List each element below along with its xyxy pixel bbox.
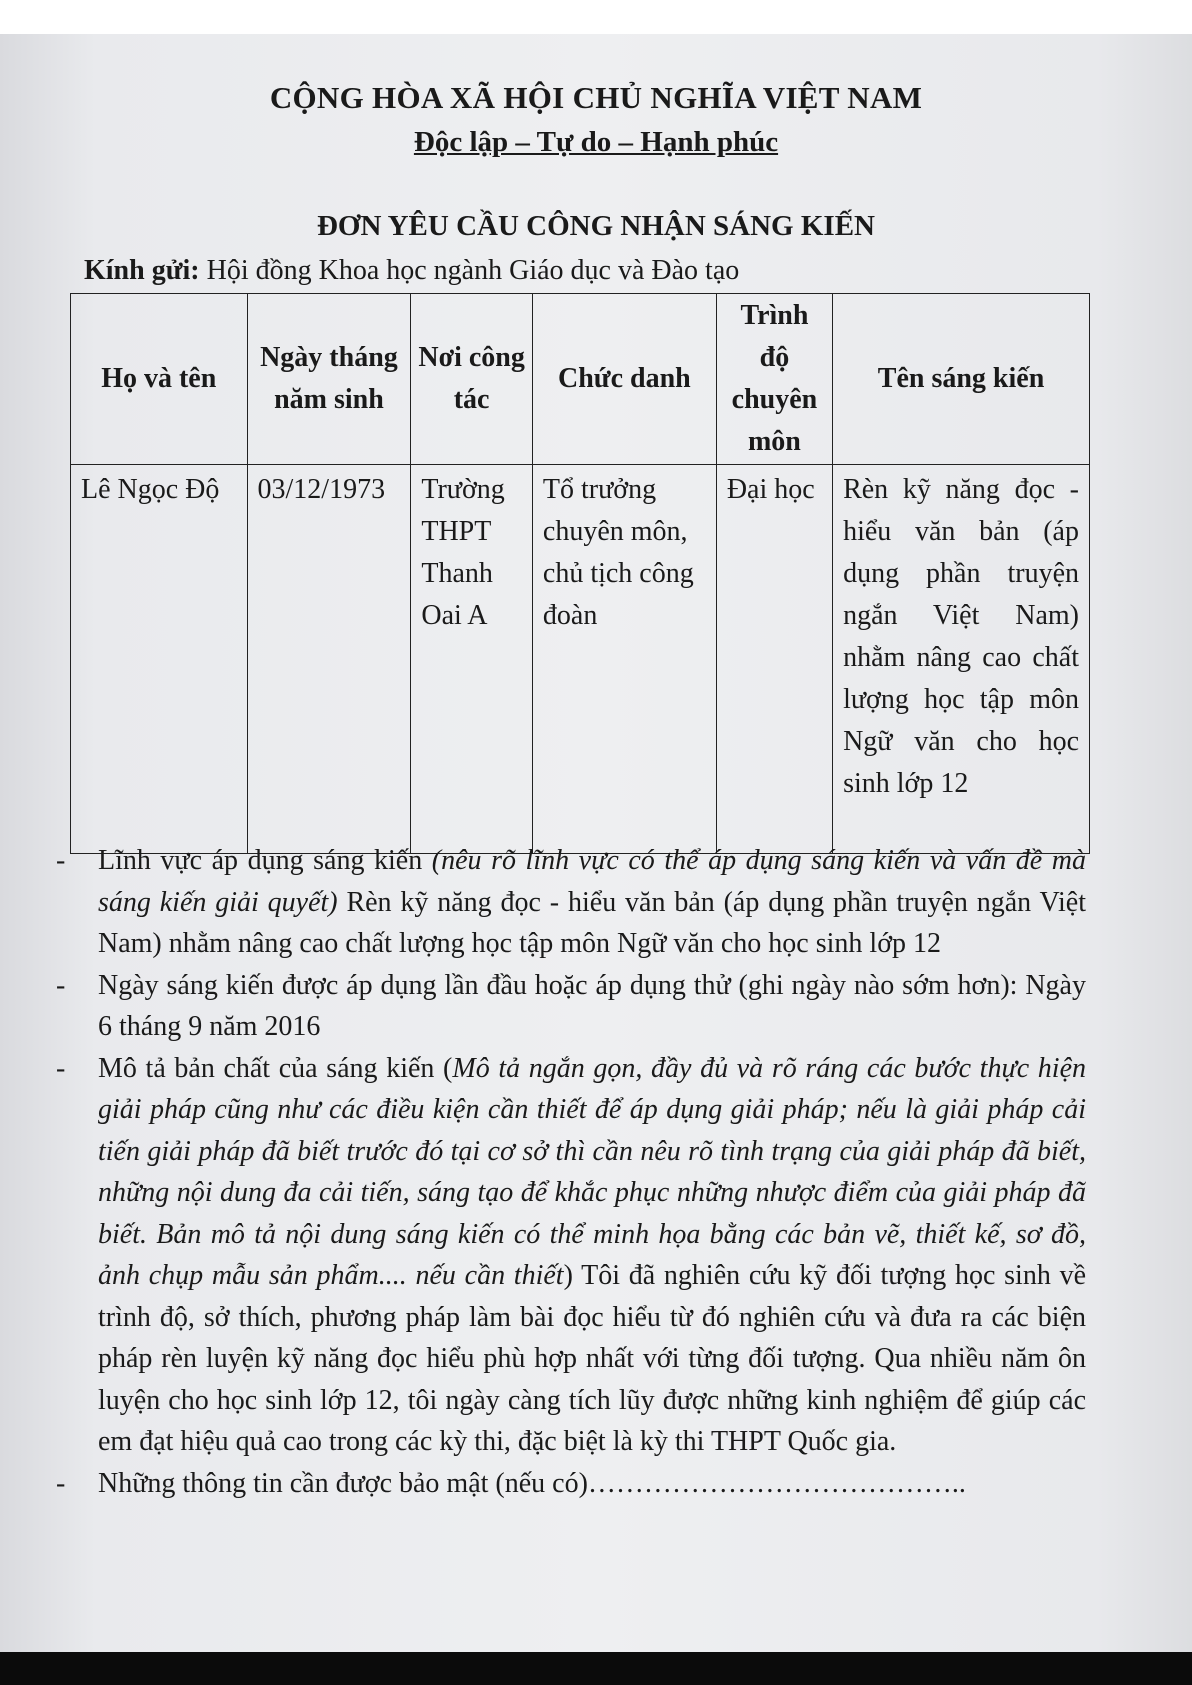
recipient-value: Hội đồng Khoa học ngành Giáo dục và Đào tạo [206, 255, 740, 286]
list-item-confidential [56, 1463, 1086, 1505]
country-heading: CỘNG HÒA XÃ HỘI CHỦ NGHĨA VIỆT NAM [269, 80, 923, 115]
item-lead: Mô tả bản chất của sáng kiến ( [98, 1052, 453, 1084]
cell-dob: 03/12/1973 [247, 465, 411, 854]
header-initiative: Tên sáng kiến [833, 294, 1090, 465]
table-header-row [71, 294, 1090, 465]
author-info-table [70, 293, 1090, 854]
table-row [71, 465, 1090, 854]
item-lead: Lĩnh vực áp dụng sáng kiến [98, 845, 432, 876]
header-workplace: Nơi công tác [411, 294, 533, 465]
item-lead: Những thông tin cần được bảo mật (nếu có)………………………………….. [98, 1467, 966, 1499]
header-degree: Trình độ chuyên môn [716, 294, 832, 465]
item-body: ) Tôi đã nghiên cứu kỹ đối tượng học sinh về trình độ, sở thích, phương pháp làm bài đọc hiểu từ đó nghiên cứu và đưa ra các biện pháp rèn luyện kỹ năng đọc hiểu phù hợp nhất với từng đối tượng. Qua nhiều năm ôn luyện cho học sinh lớp 12, tôi ngày càng tích lũy được những kinh nghiệm để giúp các em đạt hiệu quả cao trong các kỳ thi, đặc biệt là kỳ thi THPT Quốc gia. [98, 1260, 1086, 1457]
list-item-date [56, 965, 1086, 1048]
header-position: Chức danh [532, 294, 716, 465]
cell-workplace: Trường THPT Thanh Oai A [411, 465, 533, 854]
cell-degree: Đại học [716, 465, 832, 854]
list-item-description [56, 1048, 1086, 1463]
item-text [98, 840, 1086, 965]
item-body: Rèn kỹ năng đọc - hiểu văn bản (áp dụng phần truyện ngắn Việt Nam) nhằm nâng cao chất lượng học tập môn Ngữ văn cho học sinh lớp 12 [98, 886, 1086, 959]
cell-position: Tổ trưởng chuyên môn, chủ tịch công đoàn [532, 465, 716, 854]
cell-name: Lê Ngọc Độ [71, 465, 248, 854]
item-italic: Mô tả ngắn gọn, đầy đủ và rõ ráng các bước thực hiện giải pháp cũng như các điều kiện cần thiết để áp dụng giải pháp; nếu là giải pháp cải tiến giải pháp đã biết trước đó tại cơ sở thì cần nêu rõ tình trạng của giải pháp đã biết, những nội dung đa cải tiến, sáng tạo để khắc phục những nhược điểm của giải pháp đã biết. Bản mô tả nội dung sáng kiến có thể minh họa bằng các bản vẽ, thiết kế, sơ đồ, ảnh chụp mẫu sản phẩm.... nếu cần thiết [98, 1052, 1086, 1291]
bullet-dash: - [56, 1052, 66, 1084]
bullet-dash: - [56, 969, 66, 1001]
recipient-line [84, 255, 739, 287]
item-text [98, 965, 1086, 1048]
header-name: Họ và tên [71, 294, 248, 465]
header-dob: Ngày tháng năm sinh [247, 294, 411, 465]
bullet-dash: - [56, 1467, 66, 1499]
item-text [98, 1463, 1086, 1505]
form-title: ĐƠN YÊU CẦU CÔNG NHẬN SÁNG KIẾN [316, 210, 875, 242]
details-list [56, 840, 1086, 1504]
motto-heading: Độc lập – Tự do – Hạnh phúc [413, 126, 779, 158]
cell-initiative: Rèn kỹ năng đọc - hiểu văn bản (áp dụng phần truyện ngắn Việt Nam) nhằm nâng cao chất lượng học tập môn Ngữ văn cho học sinh lớp 12 [833, 465, 1090, 854]
item-lead: Ngày sáng kiến được áp dụng lần đầu hoặc áp dụng thử (ghi ngày nào sớm hơn): [98, 969, 1018, 1001]
bullet-dash: - [56, 845, 66, 876]
list-item-field [56, 840, 1086, 965]
item-body: Ngày 6 tháng 9 năm 2016 [98, 969, 1086, 1042]
item-italic: (nêu rõ lĩnh vực có thể áp dụng sáng kiến và vấn đề mà sáng kiến giải quyết) [98, 845, 1086, 918]
item-text [98, 1048, 1086, 1463]
recipient-label: Kính gửi: [84, 255, 200, 286]
